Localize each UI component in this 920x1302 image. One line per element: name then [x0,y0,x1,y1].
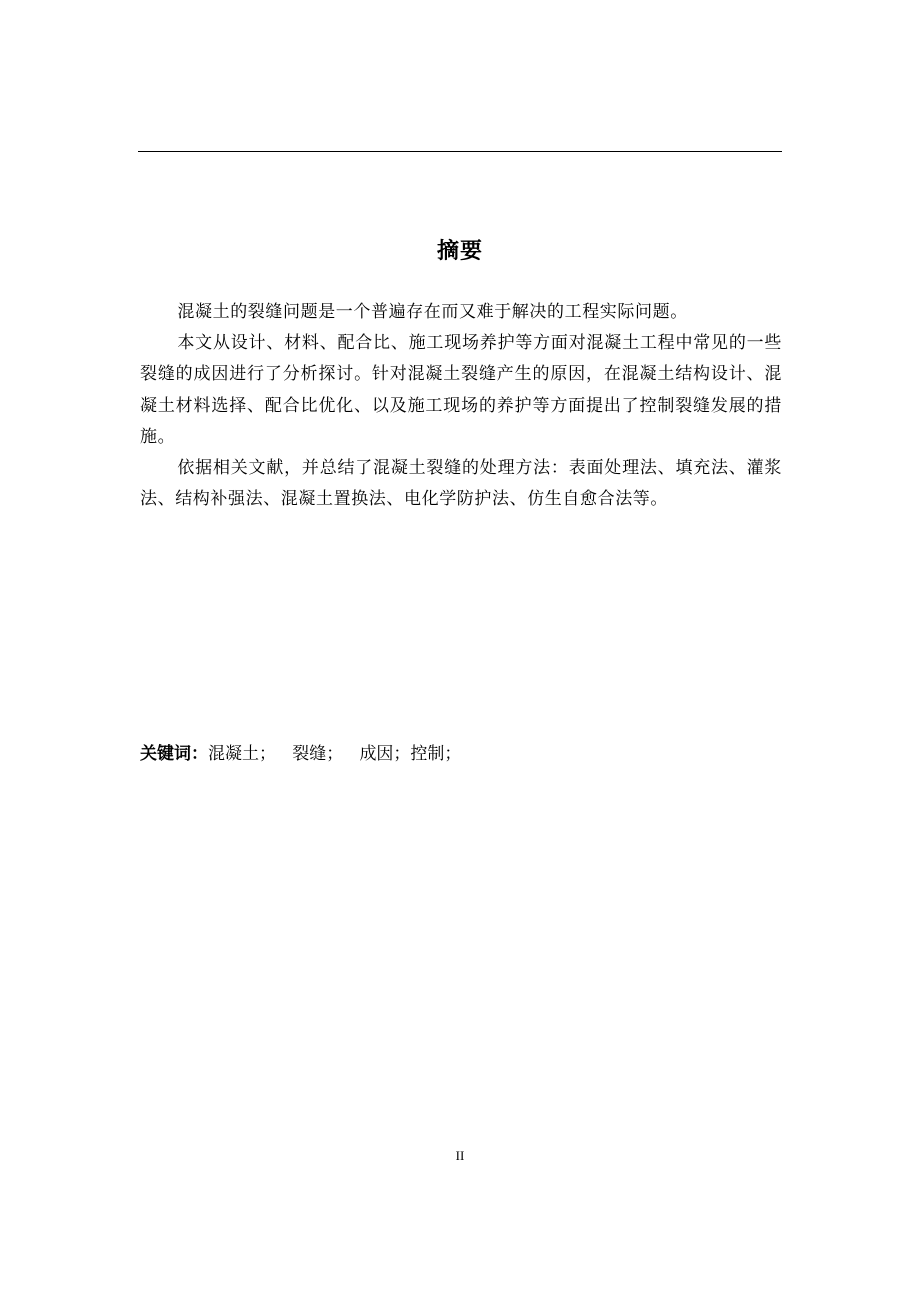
abstract-paragraph-3: 依据相关文献，并总结了混凝土裂缝的处理方法：表面处理法、填充法、灌浆法、结构补强法、混凝土置换法、电化学防护法、仿生自愈合法等。 [140,458,782,510]
keyword-item: 混凝土； [208,744,276,764]
keyword-item: 裂缝； [292,744,344,764]
header-rule [138,151,782,152]
keyword-item: 成因；控制； [359,744,462,764]
abstract-paragraph-1: 混凝土的裂缝问题是一个普遍存在而又难于解决的工程实际问题。 [177,302,688,322]
abstract-paragraph-2: 本文从设计、材料、配合比、施工现场养护等方面对混凝土工程中常见的一些裂缝的成因进行了分析探讨。针对混凝土裂缝产生的原因，在混凝土结构设计、混凝土材料选择、配合比优化、以及施工现场的养护等方面提出了控制裂缝发展的措施。 [140,333,782,447]
abstract-body [140,297,782,515]
keywords-line [140,739,782,769]
keywords-label: 关键词： [140,744,208,764]
abstract-title: 摘要 [436,239,483,264]
page-number: II [455,1148,465,1163]
